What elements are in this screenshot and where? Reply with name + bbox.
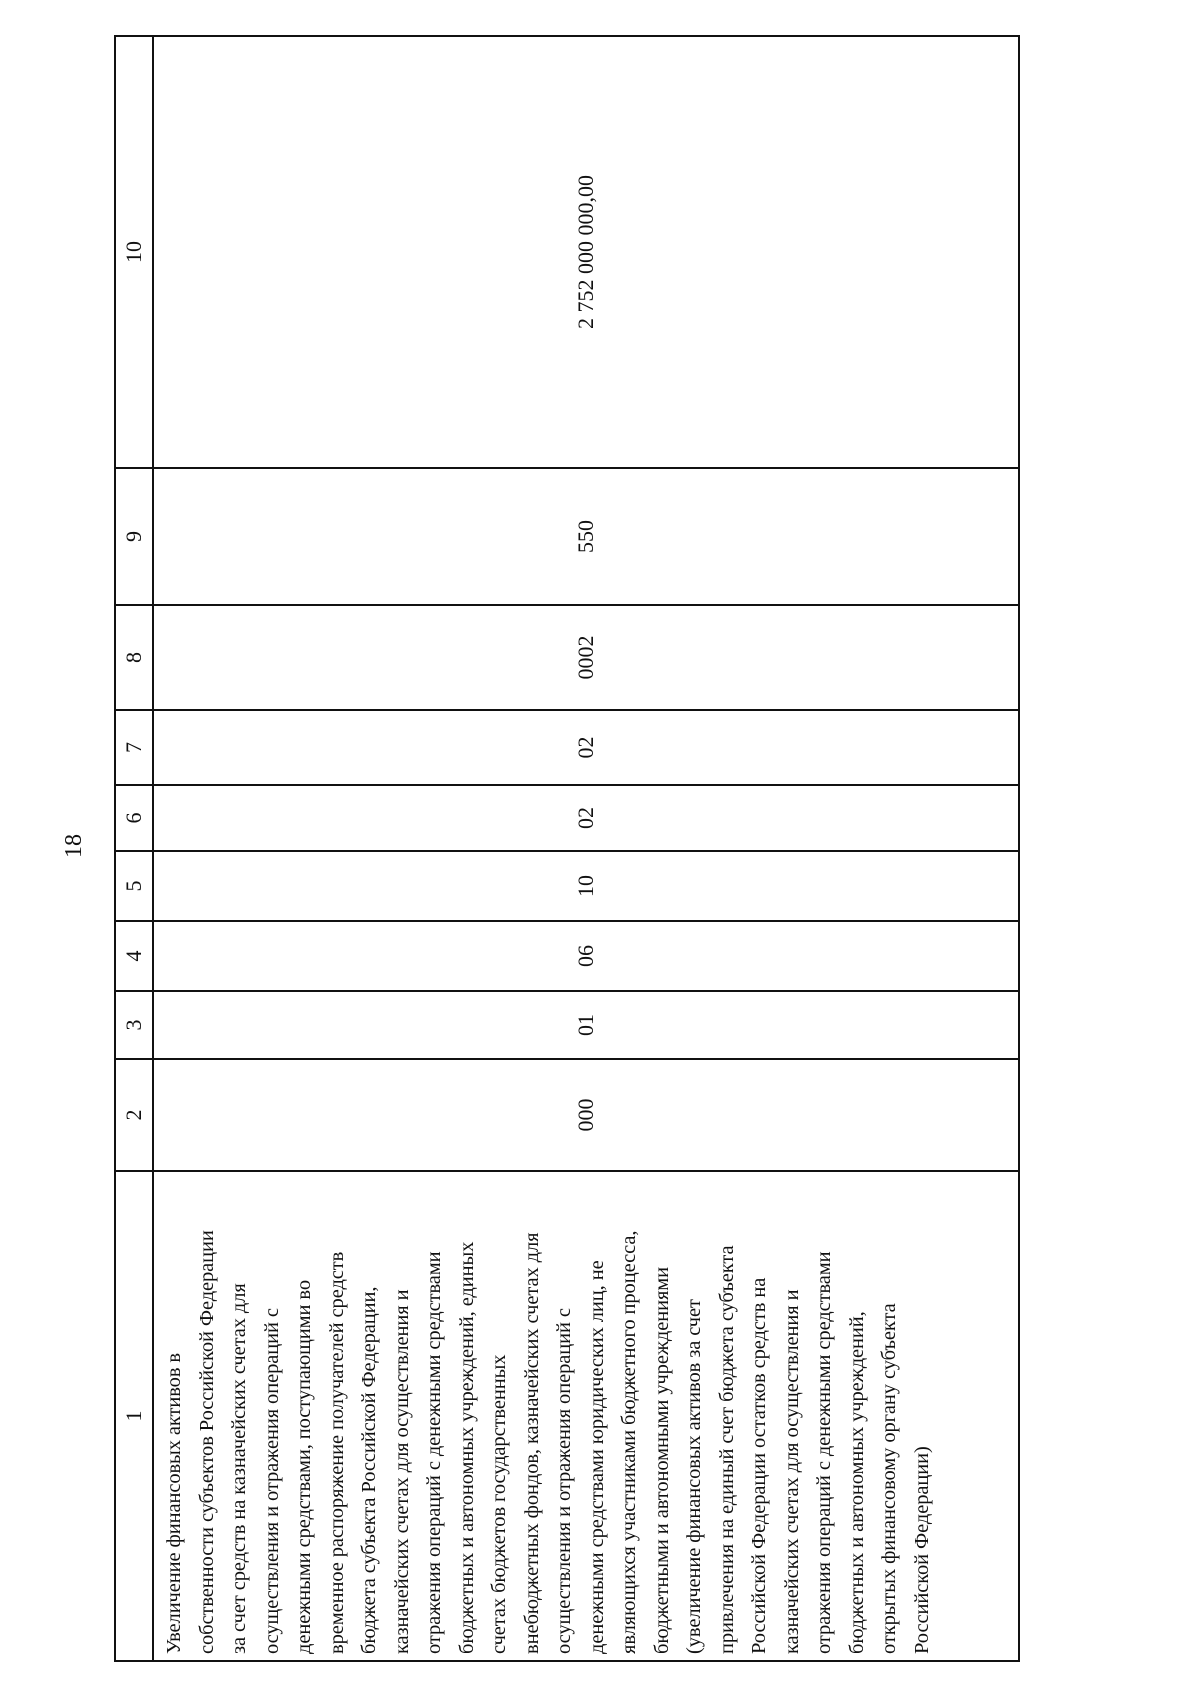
description-line: Увеличение финансовых активов в — [163, 1353, 185, 1654]
description-line: бюджетных и автономных учреждений, единых — [455, 1241, 478, 1654]
column-header-2: 2 — [115, 1059, 153, 1171]
description-line: бюджета субъекта Российской Федерации, — [358, 1286, 380, 1654]
row-description-cell — [153, 1171, 1019, 1661]
article-code-cell: 10 — [153, 851, 1019, 921]
description-line: отражения операций с денежными средствами — [423, 1251, 445, 1654]
description-line: (увеличение финансовых активов за счет — [683, 1299, 705, 1654]
description-line: Российской Федерации остатков средств на — [748, 1277, 770, 1654]
column-number-row — [115, 36, 153, 1661]
description-line: являющихся участниками бюджетного процесса, — [618, 1230, 640, 1654]
admin-code-cell: 000 — [153, 1059, 1019, 1171]
budget-classification-table-wrapper — [114, 37, 1020, 1662]
element-code-cell: 02 — [153, 710, 1019, 785]
subarticle-code-cell: 02 — [153, 785, 1019, 851]
description-line: временное распоряжение получателей средств — [325, 1251, 348, 1654]
description-line: отражения операций с денежными средствами — [813, 1251, 835, 1654]
program-code-cell: 0002 — [153, 605, 1019, 710]
column-header-9: 9 — [115, 468, 153, 605]
description-line: собственности субъектов Российской Федерации — [195, 1230, 218, 1654]
operation-code-cell: 550 — [153, 468, 1019, 605]
budget-classification-table — [114, 35, 1020, 1662]
description-line: осуществления и отражения операций с — [553, 1308, 575, 1654]
description-line: счетах бюджетов государственных — [488, 1354, 510, 1654]
page-number: 18 — [61, 834, 87, 858]
column-header-5: 5 — [115, 851, 153, 921]
description-line: денежными средствами юридических лиц, не — [585, 1260, 608, 1654]
column-header-3: 3 — [115, 991, 153, 1059]
column-header-1: 1 — [115, 1171, 153, 1661]
column-header-4: 4 — [115, 921, 153, 991]
description-line: казначейских счетах для осуществления и — [780, 1289, 803, 1654]
description-line: осуществления и отражения операций с — [260, 1308, 283, 1654]
description-line: привлечения на единый счет бюджета субъекта — [715, 1245, 738, 1654]
description-line: бюджетными и автономными учреждениями — [650, 1266, 673, 1654]
subgroup-code-cell: 06 — [153, 921, 1019, 991]
group-code-cell: 01 — [153, 991, 1019, 1059]
description-line: денежными средствами, поступающими во — [293, 1279, 315, 1654]
amount-cell: 2 752 000 000,00 — [153, 36, 1019, 468]
column-header-6: 6 — [115, 785, 153, 851]
column-header-7: 7 — [115, 710, 153, 785]
description-line: казначейских счетах для осуществления и — [390, 1289, 413, 1654]
table-row — [153, 36, 1019, 1661]
description-line: бюджетных и автономных учреждений, — [845, 1311, 868, 1654]
description-line: внебюджетных фондов, казначейских счетах для — [520, 1232, 543, 1654]
description-line: за счет средств на казначейских счетах для — [228, 1283, 250, 1654]
column-header-10: 10 — [115, 36, 153, 468]
description-line: открытых финансовому органу субъекта — [878, 1303, 900, 1654]
description-line: Российской Федерации) — [910, 1446, 933, 1654]
column-header-8: 8 — [115, 605, 153, 710]
